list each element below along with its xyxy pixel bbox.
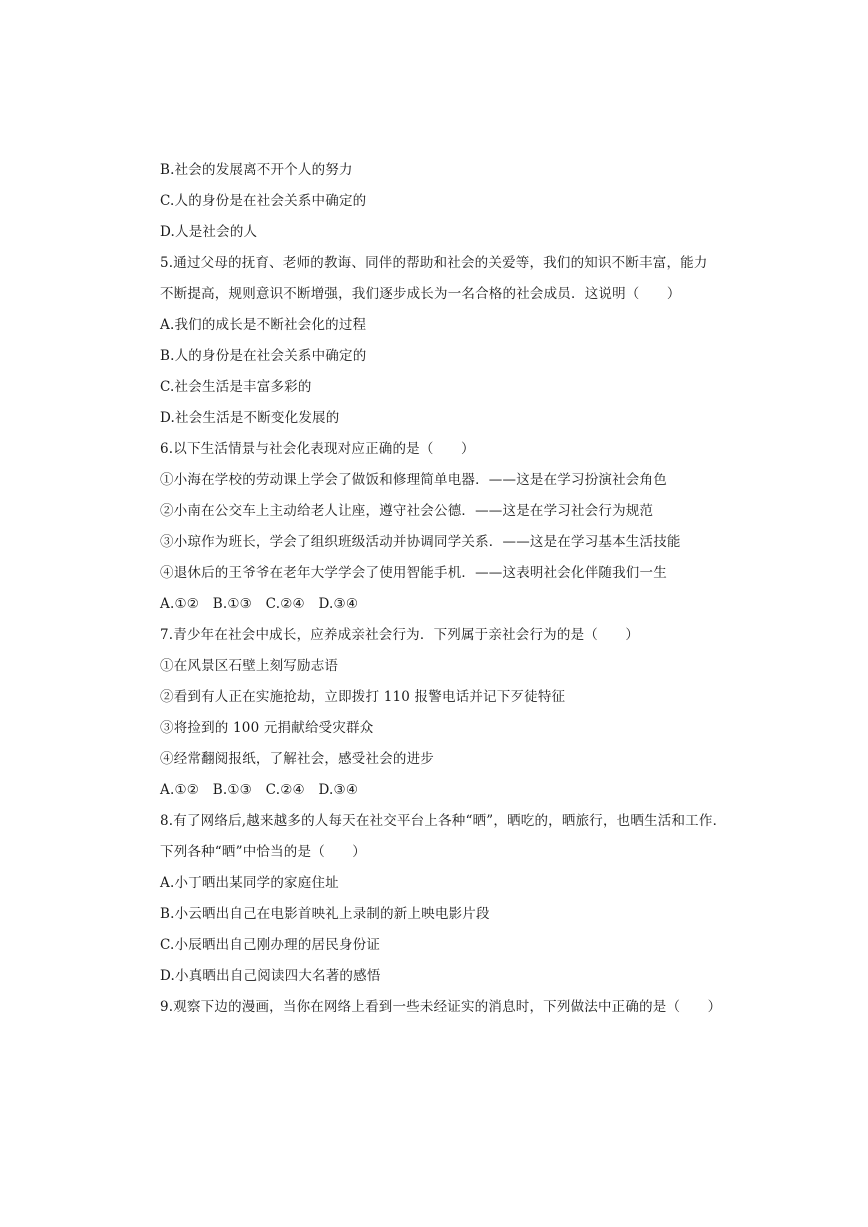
q5-stem-line-1: 5.通过父母的抚育、老师的教诲、同伴的帮助和社会的关爱等，我们的知识不断丰富，能力: [160, 255, 708, 271]
q4-option-d: D.人是社会的人: [160, 224, 258, 240]
q8-option-a: A.小丁晒出某同学的家庭住址: [160, 875, 339, 891]
q8-option-c: C.小辰晒出自己刚办理的居民身份证: [160, 937, 381, 953]
question-text-block: [160, 158, 727, 1026]
q4-option-c: C.人的身份是在社会关系中确定的: [160, 193, 367, 209]
q6-statement-3: ③小琼作为班长，学会了组织班级活动并协调同学关系．——这是在学习基本生活技能: [160, 534, 681, 550]
q7-statement-2: ②看到有人正在实施抢劫，立即拨打 110 报警电话并记下歹徒特征: [160, 689, 566, 705]
q6-statement-2: ②小南在公交车上主动给老人让座，遵守社会公德．——这是在学习社会行为规范: [160, 503, 654, 519]
q7-stem: 7.青少年在社会中成长，应养成亲社会行为．下列属于亲社会行为的是（ ）: [160, 627, 640, 643]
q7-statement-3: ③将捡到的 100 元捐献给受灾群众: [160, 720, 374, 736]
q5-stem-line-2: 不断提高，规则意识不断增强，我们逐步成长为一名合格的社会成员．这说明（ ）: [160, 286, 681, 302]
q9-stem: 9.观察下边的漫画，当你在网络上看到一些未经证实的消息时，下列做法中正确的是（ ）: [160, 999, 722, 1015]
q6-choices: A.①② B.①③ C.②④ D.③④: [160, 596, 359, 612]
q8-option-d: D.小真晒出自己阅读四大名著的感悟: [160, 968, 381, 984]
q6-statement-1: ①小海在学校的劳动课上学会了做饭和修理简单电器．——这是在学习扮演社会角色: [160, 472, 667, 488]
q8-option-b: B.小云晒出自己在电影首映礼上录制的新上映电影片段: [160, 906, 490, 922]
q6-stem: 6.以下生活情景与社会化表现对应正确的是（ ）: [160, 441, 475, 457]
q4-option-b: B.社会的发展离不开个人的努力: [160, 162, 353, 178]
q5-option-d: D.社会生活是不断变化发展的: [160, 410, 340, 426]
q7-statement-1: ①在风景区石壁上刻写励志语: [160, 658, 339, 674]
q7-choices: A.①② B.①③ C.②④ D.③④: [160, 782, 359, 798]
q5-option-b: B.人的身份是在社会关系中确定的: [160, 348, 367, 364]
q5-option-c: C.社会生活是丰富多彩的: [160, 379, 312, 395]
q7-statement-4: ④经常翻阅报纸，了解社会，感受社会的进步: [160, 751, 434, 767]
q5-option-a: A.我们的成长是不断社会化的过程: [160, 317, 367, 333]
q6-statement-4: ④退休后的王爷爷在老年大学学会了使用智能手机．——这表明社会化伴随我们一生: [160, 565, 667, 581]
q8-stem-line-1: 8.有了网络后,越来越多的人每天在社交平台上各种“晒”，晒吃的，晒旅行，也晒生活和工作．: [160, 813, 727, 829]
q8-stem-line-2: 下列各种“晒”中恰当的是（ ）: [160, 844, 367, 860]
